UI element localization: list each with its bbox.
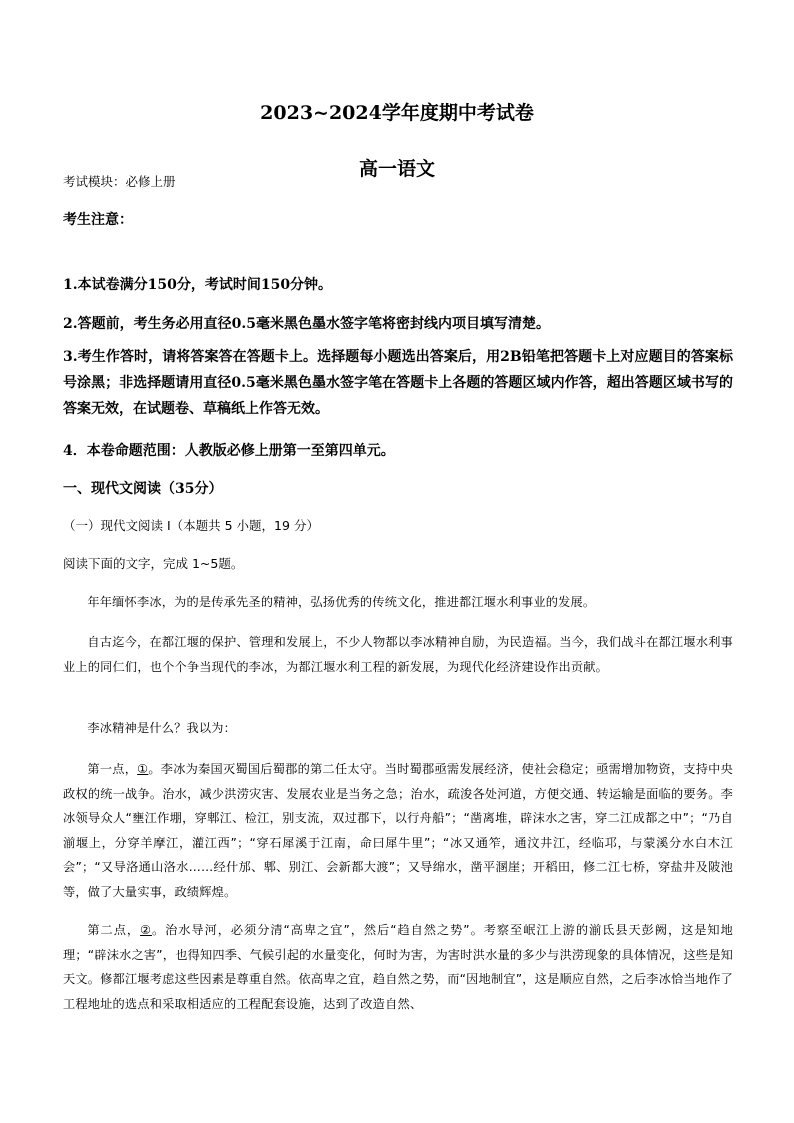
reading-instruction: 阅读下面的文字，完成 1~5题。 (63, 556, 244, 571)
exam-title: 2023~2024学年度期中考试卷 (260, 102, 534, 124)
blank-marker-2: ② (140, 923, 152, 937)
blank-marker-1: ① (137, 762, 149, 776)
section-subheading: （一）现代文阅读 I（本题共 5 小题，19 分） (63, 518, 319, 533)
notice-item-2: 2.答题前，考生务必用直径0.5毫米黑色墨水签字笔将密封线内项目填写清楚。 (63, 316, 550, 332)
notice-item-3: 3.考生作答时，请将答案答在答题卡上。选择题每小题选出答案后，用2B铅笔把答题卡上对应题目的答案标号涂黑；非选择题请用直径0.5毫米黑色墨水签字笔在答题卡上各题的答题区域内作答，超出答题区域书写的答案无效，在试题卷、草稿纸上作答无效。 (63, 349, 733, 417)
passage-paragraph-2: 自古迄今，在都江堰的保护、管理和发展上，不少人物都以李冰精神自励，为民造福。当今，我们战斗在都江堰水利事业上的同仁们，也个个争当现代的李冰，为都江堰水利工程的新发展，为现代化经济建设作出贡献。 (63, 635, 733, 674)
passage-paragraph-5 (63, 918, 733, 1016)
module-label: 考试模块：必修上册 (63, 174, 176, 189)
notice-heading: 考生注意： (63, 212, 133, 228)
point-one-lead: 第一点， (87, 762, 138, 776)
passage-paragraph-3: 李冰精神是什么？我以为： (87, 721, 237, 735)
point-one-text: 。李冰为秦国灭蜀国后蜀郡的第二任太守。当时蜀郡亟需发展经济，使社会稳定；亟需增加物资，支持中央政权的统一战争。治水，减少洪涝灾害、发展农业是当务之急；治水，疏浚各处河道，方便交通、转运输是面临的要务。李冰领导众人“壅江作堋，穿郫江、检江，别支流，双过郡下，以行舟船”；“凿离堆，辟沫水之害，穿二江成都之中”；“乃自湔堰上，分穿羊摩江，灌江西”；“穿石犀溪于江南，命曰犀牛里”；“冰又通笮，通汶井江，经临邛，与蒙溪分水白木江会”；“又导洛通山洛水……经什邡、郫、别江、会新都大渡”；又导绵水，凿平溷崖；开稻田，修二江七桥，穿盐井及陂池等，做了大量实事，政绩辉煌。 (63, 762, 733, 899)
notice-item-4: 4．本卷命题范围：人教版必修上册第一至第四单元。 (63, 443, 395, 459)
notice-item-1: 1.本试卷满分150分，考试时间150分钟。 (63, 277, 333, 293)
passage-paragraph-4 (63, 757, 733, 904)
subject-title: 高一语文 (358, 158, 435, 180)
passage-paragraph-1: 年年缅怀李冰，为的是传承先圣的精神，弘扬优秀的传统文化，推进都江堰水利事业的发展。 (87, 595, 596, 609)
point-two-lead: 第二点， (87, 923, 141, 937)
section-heading: 一、现代文阅读（35分） (63, 481, 223, 497)
point-two-text: 。治水导河，必须分清“高卑之宜”，然后“趋自然之势”。考察至岷江上游的湔氐县天彭阙，这是知地理；“辟沫水之害”，也得知四季、气候引起的水量变化，何时为害，为害时洪水量的多少与洪涝现象的具体情况，这些是知天文。修都江堰考虑这些因素是尊重自然。依高卑之宜，趋自然之势，而“因地制宜”，这是顺应自然，之后李冰恰当地作了工程地址的选点和采取相适应的工程配套设施，达到了改造自然、 (63, 923, 733, 1011)
